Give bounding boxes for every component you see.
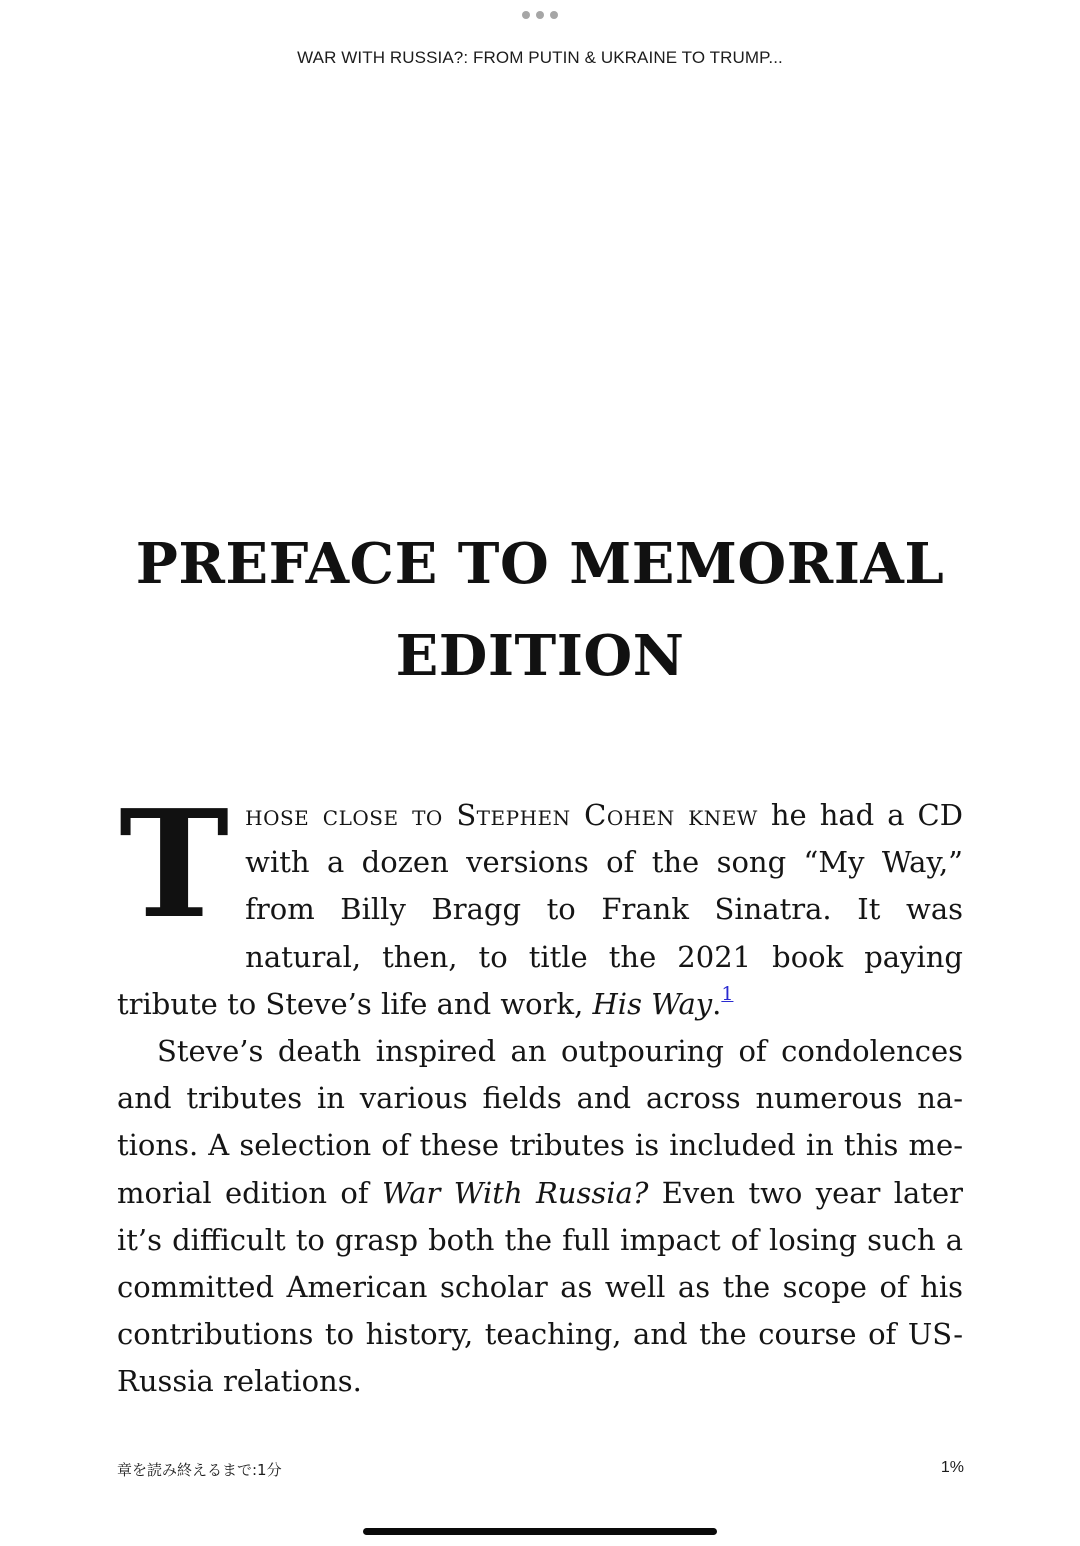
paragraph: [117, 777, 963, 1028]
paragraph-text: he had a CD with a dozen versions of the song “My Way,” from Billy Bragg to Frank Sinatra. It was natural, then, to title the 2021 book paying tribute to Steve’s life and work,: [117, 798, 963, 1021]
smallcaps-lead: hose close to Stephen Cohen knew: [245, 798, 758, 832]
chapter-body: [117, 777, 964, 1406]
chapter-title: PREFACE TO MEMORIAL EDITION: [135, 531, 945, 689]
paragraph-text: .: [712, 986, 722, 1021]
book-title-header: WAR WITH RUSSIA?: FROM PUTIN & UKRAINE TO TRUMP...: [297, 48, 783, 67]
footnote-link[interactable]: 1: [721, 982, 734, 1005]
paragraph-text: Even two year later it’s difficult to grasp both the full impact of losing such a committed American scholar as well as the scope of his contributions to history, teaching, and the course of US-Russia relations.: [117, 1175, 964, 1399]
more-options-icon[interactable]: [522, 10, 558, 20]
book-title-italic: His Way: [592, 986, 713, 1021]
drop-cap: T: [119, 777, 230, 951]
time-left-in-chapter: 章を読み終えるまで:1分: [117, 1461, 282, 1479]
paragraph-text: Steve’s death inspired an outpouring of condolences and tributes in various fields and across numerous nations. A selection of these tributes is included in this memorial edition of: [117, 1034, 963, 1210]
home-indicator[interactable]: [363, 1528, 717, 1535]
dot: [536, 11, 544, 19]
dot: [550, 11, 558, 19]
book-title-italic: War With Russia?: [381, 1175, 649, 1210]
paragraph: [117, 1028, 963, 1406]
reading-progress: 1%: [940, 1459, 964, 1476]
dot: [522, 11, 530, 19]
